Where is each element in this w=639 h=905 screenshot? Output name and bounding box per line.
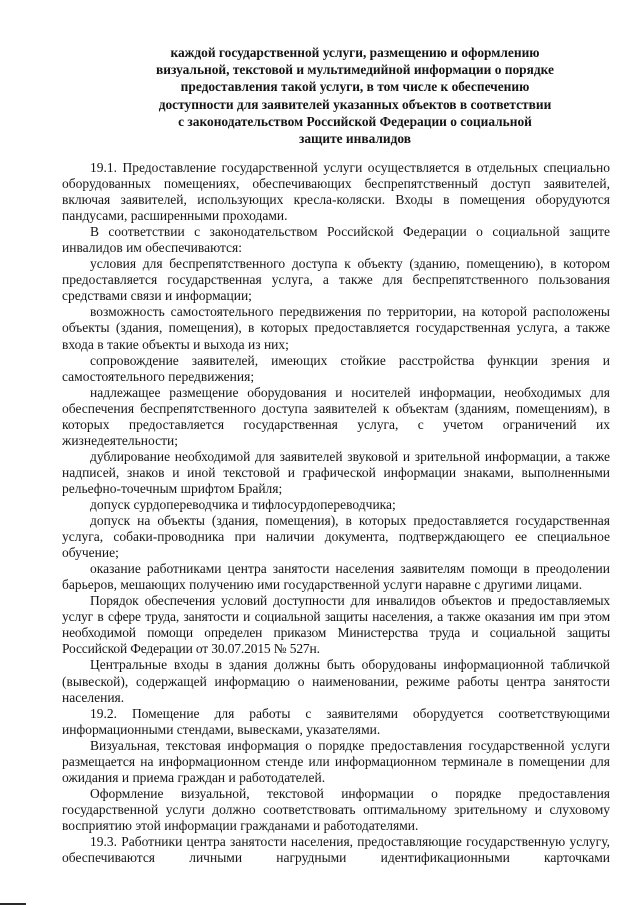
list-paragraph: допуск на объекты (здания, помещения), в которых предоставляется государственная услуга, собаки-проводника при наличии документа, подтверждающего ее специальное обучение; [62, 513, 610, 561]
paragraph: Порядок обеспечения условий доступности для инвалидов объектов и предоставляемых услуг в сфере труда, занятости и социальной защиты населения, а также оказания им при этом необходимой помощи определен приказом Министерства труда и социальной защиты Российской Федерации от 30.07.2015 № 527н. [62, 593, 610, 657]
paragraph-19-2: 19.2. Помещение для работы с заявителями оборудуется соответствующими информационными стендами, вывесками, указателями. [62, 705, 610, 737]
paragraph: Оформление визуальной, текстовой информации о порядке предоставления государственной услуги должно соответствовать оптимальному зрительному и слуховому восприятию этой информации гражданами и работодателями. [62, 785, 610, 833]
heading-line: предоставления такой услуги, в том числе к обеспечению [180, 79, 530, 95]
list-paragraph: возможность самостоятельного передвижения по территории, на которой расположены объекты (здания, помещения), в которых предоставляется государственная услуга, а также входа в такие объекты и выхода из них; [62, 304, 610, 352]
list-paragraph: сопровождение заявителей, имеющих стойкие расстройства функции зрения и самостоятельного передвижения; [62, 352, 610, 384]
heading-line: визуальной, текстовой и мультимедийной информации о порядке [156, 62, 554, 78]
list-paragraph: оказание работниками центра занятости населения заявителям помощи в преодолении барьеров, мешающих получению ими государственной услуги наравне с другими лицами. [62, 561, 610, 593]
heading-line: каждой государственной услуги, размещению и оформлению [170, 45, 540, 60]
list-paragraph: дублирование необходимой для заявителей звуковой и зрительной информации, а также надписей, знаков и иной текстовой и графической информации знаками, выполненными рельефно-точечным шрифтом Брайля; [62, 448, 610, 496]
paragraph: Визуальная, текстовая информация о порядке предоставления государственной услуги размещается на информационном стенде или информационном терминале в помещении для ожидания и приема граждан и работодателей. [62, 737, 610, 785]
list-paragraph: допуск сурдопереводчика и тифлосурдопереводчика; [90, 496, 396, 512]
heading-line: защите инвалидов [298, 131, 412, 147]
paragraph-19-1: 19.1. Предоставление государственной услуги осуществляется в отдельных специально оборудованных помещениях, обеспечивающих беспрепятственный доступ заявителей, включая заявителей, использующих кресла-коляски. Входы в помещения оборудуются пандусами, расширенными проходами. [62, 160, 610, 224]
heading-line: доступности для заявителей указанных объектов в соответствии [158, 96, 552, 112]
list-paragraph: надлежащее размещение оборудования и носителей информации, необходимых для обеспечения беспрепятственного доступа заявителей к объектам (зданиям, помещениям), в которых предоставляется государственная услуга, с учетом ограничений их жизнедеятельности; [62, 384, 610, 448]
paragraph: Центральные входы в здания должны быть оборудованы информационной табличкой (вывеской), содержащей информацию о наименовании, режиме работы центра занятости населения. [62, 657, 610, 705]
paragraph-19-3: 19.3. Работники центра занятости населения, предоставляющие государственную услугу, обеспечиваются личными нагрудными идентификационными карточками [62, 833, 610, 866]
document-body [62, 160, 610, 866]
section-heading [120, 44, 590, 147]
heading-line: с законодательством Российской Федерации о социальной [178, 113, 532, 129]
list-paragraph: условия для беспрепятственного доступа к объекту (зданию, помещению), в котором предоставляется государственная услуга, а также для беспрепятственного пользования средствами связи и информации; [62, 256, 610, 304]
paragraph: В соответствии с законодательством Российской Федерации о социальной защите инвалидов им обеспечиваются: [62, 224, 610, 256]
